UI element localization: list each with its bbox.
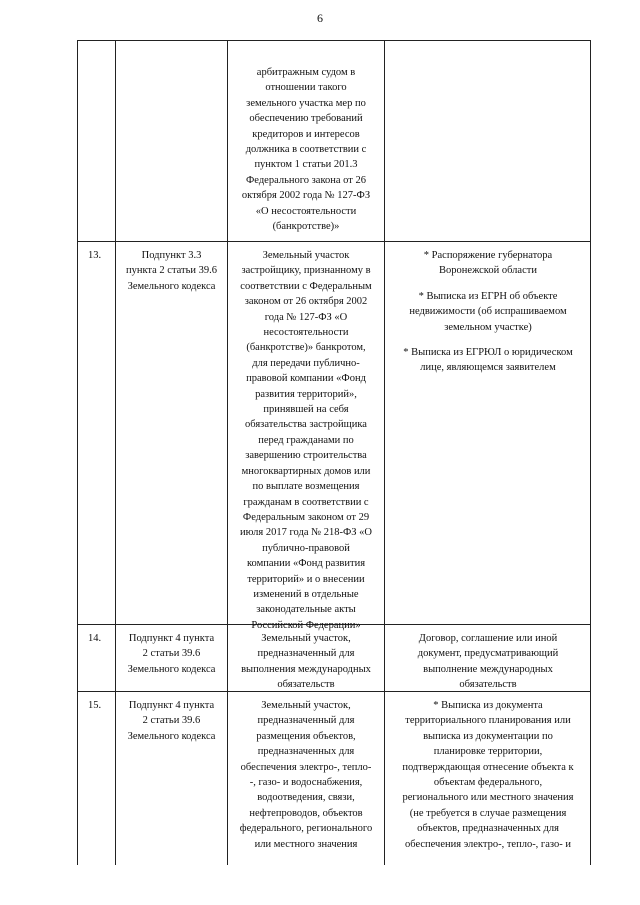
text-line: несостоятельности bbox=[263, 327, 349, 339]
text-line: развития территорий», bbox=[255, 388, 357, 400]
text-line: Подпункт 4 пункта bbox=[128, 633, 215, 644]
text-line: предназначенных для bbox=[257, 746, 355, 758]
text-line: документ, предусматривающий bbox=[417, 648, 559, 660]
text-line: предназначенный для bbox=[257, 648, 355, 660]
grid-line-v bbox=[590, 40, 591, 865]
text-line: Земельного кодекса bbox=[127, 663, 216, 675]
text-line: федерального, регионального bbox=[239, 823, 373, 835]
purpose-cell bbox=[228, 248, 384, 633]
text-line: обязательств bbox=[459, 679, 517, 691]
text-line: планировке территории, bbox=[433, 746, 543, 758]
text-line: завершению строительства bbox=[245, 450, 367, 462]
row-number: 14. bbox=[88, 633, 102, 644]
text-line: обязательства застройщика bbox=[245, 419, 367, 431]
grid-line-v bbox=[77, 40, 78, 865]
text-line: -, газо- и водоснабжения, bbox=[249, 777, 363, 789]
text-line: 2 статьи 39.6 bbox=[142, 648, 201, 660]
text-line: июля 2017 года № 218-ФЗ «О bbox=[239, 527, 373, 539]
grid-line-h bbox=[77, 40, 591, 41]
text-line: Воронежской области bbox=[439, 265, 537, 277]
purpose-cell bbox=[228, 631, 384, 693]
text-line: публично-правовой bbox=[262, 542, 350, 554]
text-line: Договор, соглашение или иной bbox=[418, 633, 558, 644]
text-line: пункта 2 статьи 39.6 bbox=[125, 265, 218, 277]
text-line: * Выписка из ЕГРН об объекте bbox=[418, 290, 558, 302]
document-item bbox=[386, 345, 590, 376]
text-line: 2 статьи 39.6 bbox=[142, 715, 201, 727]
text-line: регионального или местного значения bbox=[402, 792, 574, 804]
documents-cell bbox=[386, 698, 590, 852]
text-line: года № 127-ФЗ «О bbox=[264, 311, 348, 323]
text-line: лице, являющемся заявителем bbox=[420, 362, 556, 374]
text-line: Подпункт 3.3 bbox=[141, 250, 202, 261]
text-line: перед гражданами по bbox=[258, 434, 354, 446]
text-line: (банкротстве)» bbox=[272, 221, 340, 233]
purpose-cell bbox=[228, 698, 384, 852]
text-line: компании «Фонд развития bbox=[246, 558, 366, 570]
documents-cell bbox=[386, 248, 590, 386]
row-number: 13. bbox=[88, 250, 102, 261]
text-line: земельном участке) bbox=[444, 321, 532, 333]
text-line: размещения объектов, bbox=[256, 730, 356, 742]
text-line: арбитражным судом в bbox=[256, 67, 356, 78]
text-line: правовой компании «Фонд bbox=[246, 373, 366, 385]
text-line: Российской Федерации» bbox=[251, 619, 361, 631]
text-line: * Выписка из ЕГРЮЛ о юридическом bbox=[403, 347, 573, 359]
text-line: земельного участка мер по bbox=[246, 97, 366, 109]
text-line: предназначенный для bbox=[257, 715, 355, 727]
text-line: выписка из документации по bbox=[423, 730, 553, 742]
text-line: подтверждающая отнесение объекта к bbox=[402, 761, 574, 773]
text-line: октября 2002 года № 127-ФЗ bbox=[241, 190, 371, 202]
text-line: недвижимости (об испрашиваемом bbox=[409, 306, 567, 318]
page-number: 6 bbox=[317, 11, 323, 25]
text-line: объектов, предназначенных для bbox=[417, 823, 559, 835]
text-line: * Распоряжение губернатора bbox=[423, 250, 553, 261]
text-line: законодательные акты bbox=[256, 604, 356, 616]
continuation-purpose-cell bbox=[228, 65, 384, 234]
text-line: обеспечения электро-, тепло-, газо- и bbox=[405, 838, 571, 850]
text-line: Федерального закона от 26 bbox=[246, 174, 366, 186]
text-line: многоквартирных домов или bbox=[241, 465, 371, 477]
text-line: обеспечения электро-, тепло- bbox=[240, 761, 372, 773]
text-line: «О несостоятельности bbox=[255, 205, 357, 217]
text-line: * Выписка из документа bbox=[433, 700, 543, 711]
basis-cell bbox=[116, 631, 227, 677]
text-line: Земельный участок bbox=[262, 250, 350, 261]
document-item bbox=[386, 289, 590, 335]
grid-line-h bbox=[77, 241, 591, 242]
text-line: выполнение международных bbox=[423, 663, 553, 675]
text-line: Подпункт 4 пункта bbox=[128, 700, 215, 711]
text-line: водоотведения, связи, bbox=[257, 792, 355, 804]
text-line: для передачи публично- bbox=[252, 357, 360, 369]
text-line: выполнения международных bbox=[241, 663, 371, 675]
text-line: принявшей на себя bbox=[263, 404, 349, 416]
text-line: нефтепроводов, объектов bbox=[249, 807, 363, 819]
text-line: обеспечению требований bbox=[249, 113, 363, 125]
text-line: должника в соответствии с bbox=[245, 144, 367, 156]
text-line: Земельного кодекса bbox=[127, 280, 216, 292]
text-line: объектам федерального, bbox=[433, 777, 543, 789]
text-line: (банкротстве)» банкротом, bbox=[246, 342, 366, 354]
text-line: Земельный участок, bbox=[261, 633, 351, 644]
row-number: 15. bbox=[88, 700, 102, 711]
text-line: Земельный участок, bbox=[261, 700, 351, 711]
text-line: законом от 26 октября 2002 bbox=[244, 296, 368, 308]
text-line: изменений в отдельные bbox=[253, 588, 359, 600]
grid-line-v bbox=[384, 40, 385, 865]
basis-cell bbox=[116, 698, 227, 744]
text-line: отношении такого bbox=[265, 82, 347, 94]
document-item bbox=[386, 248, 590, 279]
text-line: кредиторов и интересов bbox=[252, 128, 360, 140]
basis-cell bbox=[116, 248, 227, 294]
text-line: гражданам в соответствии с bbox=[243, 496, 369, 508]
text-line: пунктом 1 статьи 201.3 bbox=[254, 159, 358, 171]
text-line: соответствии с Федеральным bbox=[240, 280, 372, 292]
text-line: или местного значения bbox=[254, 838, 358, 850]
text-line: по выплате возмещения bbox=[252, 481, 360, 493]
documents-cell bbox=[386, 631, 590, 693]
text-line: территорий» и о внесении bbox=[247, 573, 365, 585]
text-line: обязательств bbox=[277, 679, 335, 691]
text-line: Земельного кодекса bbox=[127, 730, 216, 742]
text-line: Федеральным законом от 29 bbox=[242, 511, 370, 523]
text-line: застройщику, признанному в bbox=[241, 265, 371, 277]
text-line: (не требуется в случае размещения bbox=[409, 807, 567, 819]
text-line: территориального планирования или bbox=[405, 715, 571, 727]
